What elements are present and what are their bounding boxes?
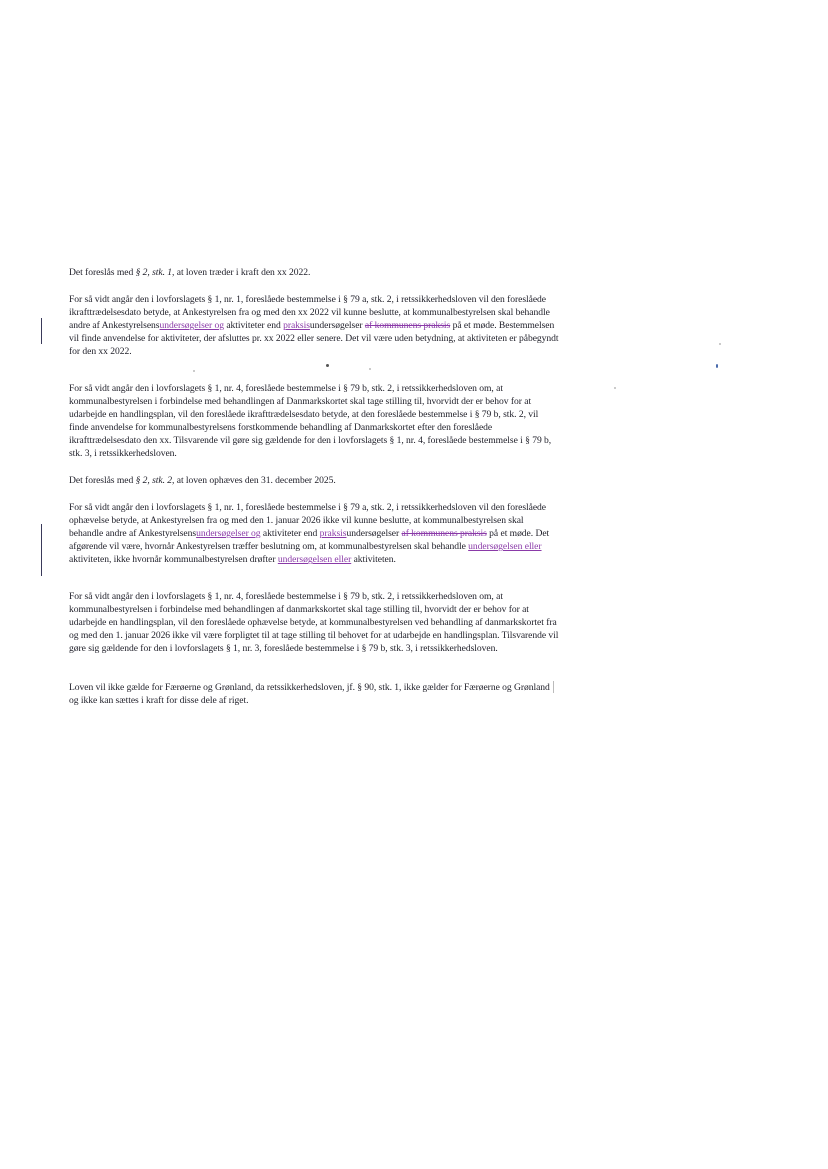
scan-speck	[369, 368, 371, 370]
scan-speck	[719, 343, 721, 345]
tracked-insertion: undersøgelsen eller	[277, 554, 352, 566]
section-reference: § 2, stk. 1,	[135, 267, 175, 278]
section-reference: § 2, stk. 2,	[135, 475, 175, 486]
paragraph-repeal: Det foreslås med § 2, stk. 2, at loven ophæves den 31. december 2025.	[69, 475, 336, 486]
scan-speck	[193, 370, 195, 372]
paragraph-79a-entry: For så vidt angår den i lovforslagets § 1, nr. 1, foreslåede bestemmelse i § 79 a, stk. 2, i retssikkerhedsloven vil den foreslåede ikrafttrædelsesdato betyde, at Ankestyrelsen fra og med den xx 2022 vil kunne beslutte, at kommunalbestyrelsen skal behandle andre af Ankestyrelsensundersøgelser og aktiviteter end praksisundersøgelser af kommunens praksis på et møde. Bestemmelsen vil finde anvendelse for aktiviteter, der afsluttes pr. xx 2022 eller senere. Det vil være uden betydning, at aktiviteten er påbegyndt for den xx 2022.	[69, 294, 559, 358]
tracked-insertion: undersøgelsen eller	[468, 541, 542, 553]
scan-speck	[326, 364, 329, 367]
scan-speck	[553, 681, 554, 693]
paragraph-79b-repeal: For så vidt angår den i lovforslagets § 1, nr. 4, foreslåede bestemmelse i § 79 b, stk. 2, i retssikkerhedsloven om, at kommunalbestyrelsen i forbindelse med behandlingen af danmarkskortet skal tage stilling til, hvorvidt der er behov for at udarbejde en handlingsplan, vil den foreslåede ophævelse betyde, at kommunalbestyrelsen ved behandling af danmarkskortet fra og med den 1. januar 2026 ikke vil være forpligtet til at tage stilling til behovet for at udarbejde en handlingsplan. Tilsvarende vil gøre sig gældende for den i lovforslagets § 1, nr. 3, foreslåede bestemmelse i § 79 b, stk. 3, i retssikkerhedsloven.	[69, 591, 559, 655]
tracked-insertion: undersøgelser og	[196, 528, 261, 540]
paragraph-79b-entry: For så vidt angår den i lovforslagets § 1, nr. 4, foreslåede bestemmelse i § 79 b, stk. 2, i retssikkerhedsloven om, at kommunalbestyrelsen i forbindelse med behandlingen af Danmarkskortet skal tage stilling til, hvorvidt der er behov for at udarbejde en handlingsplan, vil den foreslåede ikrafttrædelsesdato betyde, at den foreslåede bestemmelse i § 79 b, stk. 2, vil finde anvendelse for kommunalbestyrelsens forstkommende behandling af Danmarkskortet efter den foreslåede ikrafttrædelsesdato den xx. Tilsvarende vil gøre sig gældende for den i lovforslagets § 1, nr. 4, foreslåede bestemmelse i § 79 b, stk. 3, i retssikkerhedsloven.	[69, 383, 552, 460]
tracked-deletion: af kommunens praksis	[401, 528, 487, 540]
change-bar	[41, 524, 42, 576]
change-bar	[41, 318, 42, 344]
tracked-insertion: praksis	[319, 528, 347, 540]
tracked-insertion: praksis	[283, 320, 310, 332]
paragraph-territorial-scope: Loven vil ikke gælde for Færøerne og Grønland, da retssikkerhedsloven, jf. § 90, stk. 1, ikke gælder for Færøerne og Grønland og ikke kan sættes i kraft for disse dele af riget.	[69, 682, 550, 707]
tracked-deletion: af kommunens praksis	[364, 320, 451, 332]
scan-speck	[716, 364, 718, 368]
tracked-insertion: undersøgelser og	[159, 320, 224, 332]
paragraph-79a-repeal: For så vidt angår den i lovforslagets § 1, nr. 1, foreslåede bestemmelse i § 79 a, stk. 2, i retssikkerhedsloven vil den foreslåede ophævelse betyde, at Ankestyrelsen fra og med den 1. januar 2026 ikke vil kunne beslutte, at kommunalbestyrelsen skal behandle andre af Ankestyrelsensundersøgelser og aktiviteter end praksisundersøgelser af kommunens praksis på et møde. Det afgørende vil være, hvornår Ankestyrelsen træffer beslutning om, at kommunalbestyrelsen skal behandle undersøgelsen eller aktiviteten, ikke hvornår kommunalbestyrelsen drøfter undersøgelsen eller aktiviteten.	[69, 502, 550, 566]
scan-speck	[614, 387, 616, 389]
paragraph-entry-into-force: Det foreslås med § 2, stk. 1, at loven træder i kraft den xx 2022.	[69, 267, 311, 278]
